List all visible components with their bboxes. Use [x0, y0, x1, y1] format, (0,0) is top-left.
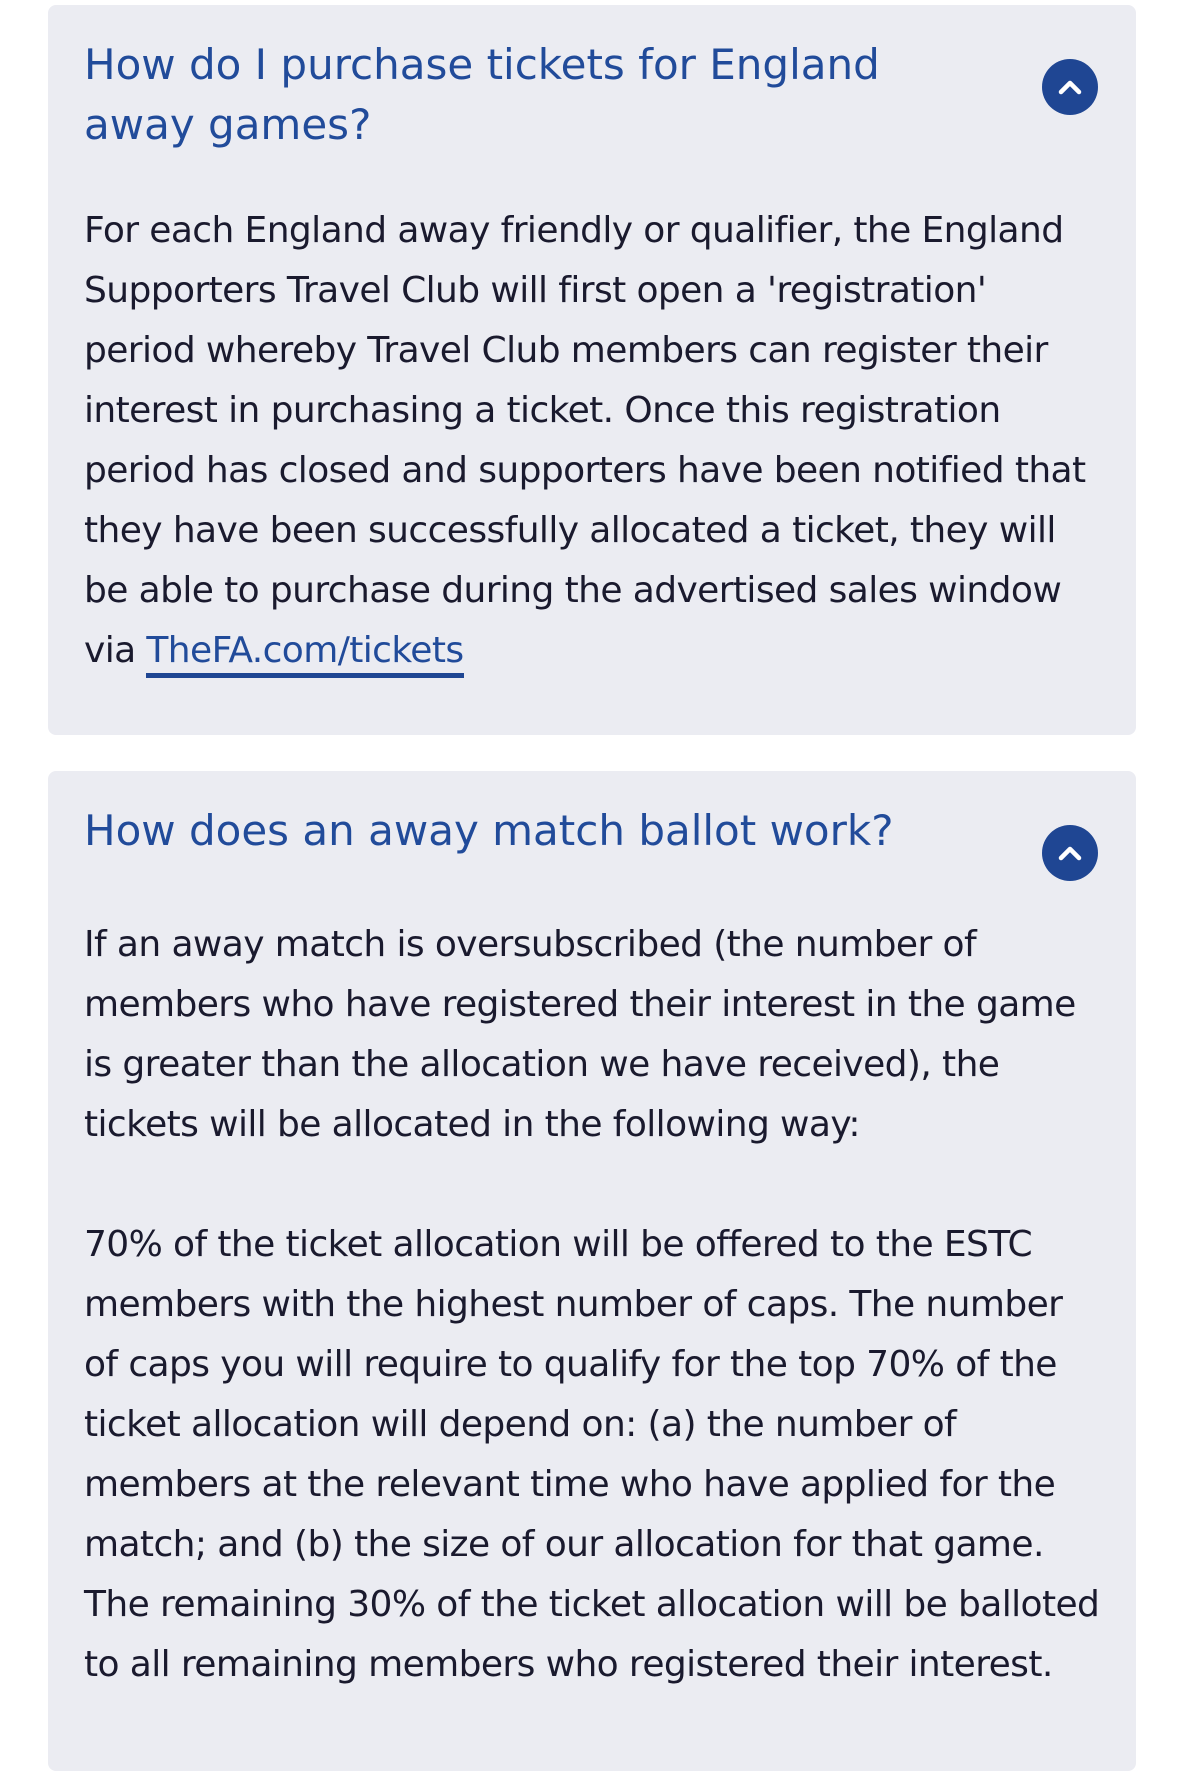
- answer-text: For each England away friendly or qualifier, the England Supporters Travel Club will first open a 'registration' period whereby Travel Club members can register their interest in purchasing a ticket. Once this registration period has closed and supporters have been notified that they have been successfully allocated a ticket, they will be able to purchase during the advertised sales window via: [84, 210, 1086, 671]
- faq-question[interactable]: How do I purchase tickets for England away games?: [84, 40, 880, 149]
- faq-answer: [84, 915, 1104, 1695]
- faq-question[interactable]: How does an away match ballot work?: [84, 806, 894, 855]
- answer-paragraph: If an away match is oversubscribed (the number of members who have registered their interest in the game is greater than the allocation we have received), the tickets will be allocated in the following way:: [84, 924, 1076, 1145]
- chevron-up-icon: [1056, 73, 1084, 101]
- collapse-toggle-button[interactable]: [1042, 59, 1098, 115]
- chevron-up-icon: [1056, 839, 1084, 867]
- faq-item-away-ballot: [48, 771, 1136, 1771]
- faq-answer: [84, 201, 1104, 681]
- tickets-link[interactable]: TheFA.com/tickets: [146, 630, 463, 678]
- collapse-toggle-button[interactable]: [1042, 825, 1098, 881]
- answer-paragraph: 70% of the ticket allocation will be offered to the ESTC members with the highest number of caps. The number of caps you will require to qualify for the top 70% of the ticket allocation will depend on: (a) the number of members at the relevant time who have applied for the match; and (b) the size of our allocation for that game. The remaining 30% of the ticket allocation will be balloted to all remaining members who registered their interest.: [84, 1224, 1100, 1685]
- answer-paragraph: [84, 201, 1104, 681]
- faq-item-purchase-away-tickets: [48, 5, 1136, 735]
